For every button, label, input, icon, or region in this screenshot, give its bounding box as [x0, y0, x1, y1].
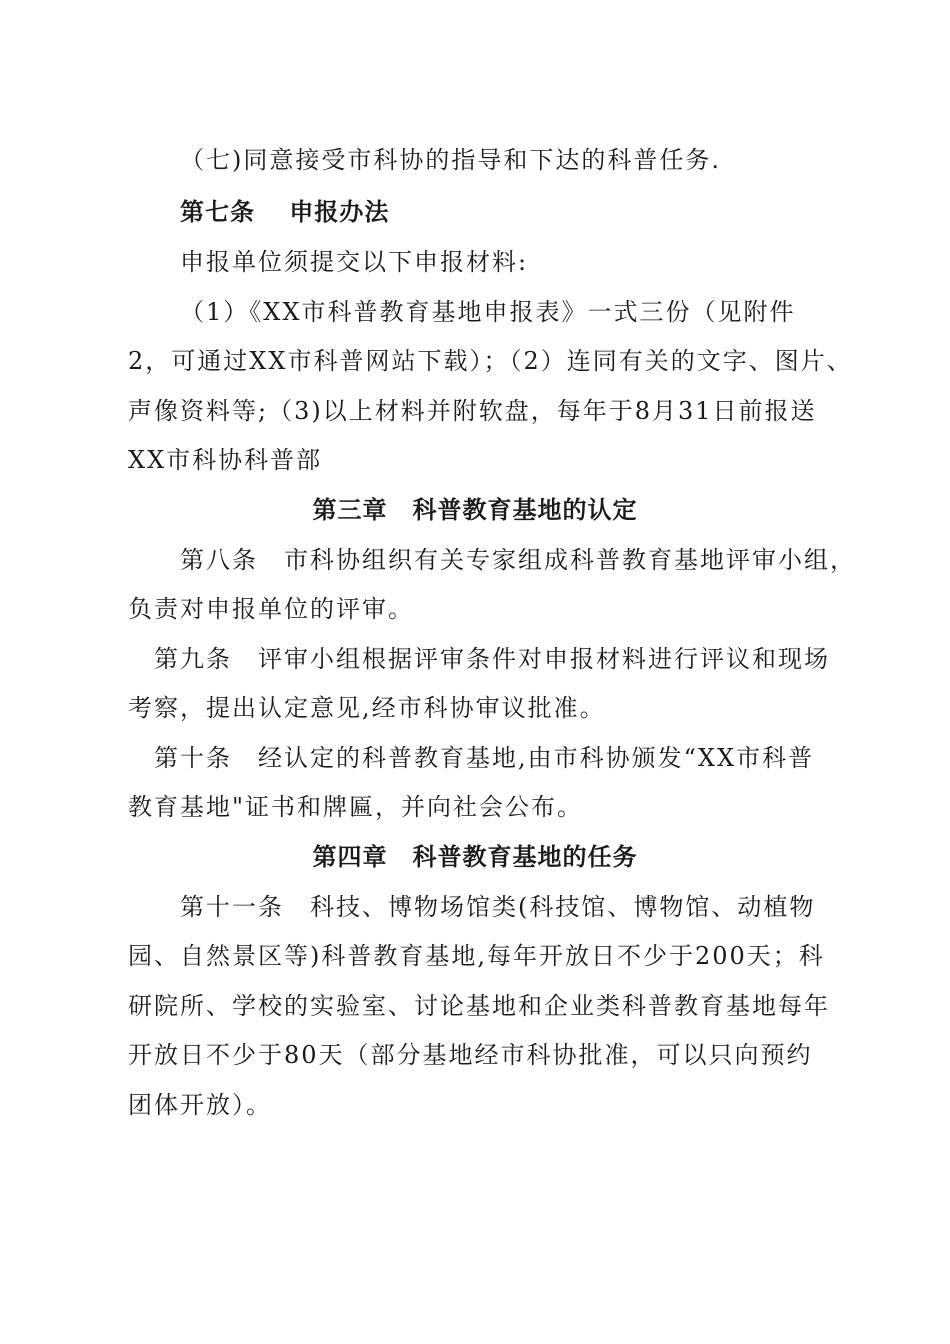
article-7-heading: 第七条 申报办法	[180, 198, 390, 226]
article-9-line-1: 第九条 评审小组根据评审条件对申报材料进行评议和现场	[154, 645, 830, 673]
article-7-materials-line-2: 2，可通过XX市科普网站下载）；（2）连同有关的文字、图片、	[128, 347, 853, 375]
article-11-line-2: 园、自然景区等)科普教育基地,每年开放日不少于200天；科	[128, 942, 825, 970]
article-11-line-3: 研院所、学校的实验室、讨论基地和企业类科普教育基地每年	[128, 992, 830, 1020]
article-8-line-1: 第八条 市科协组织有关专家组成科普教育基地评审小组，	[180, 546, 856, 574]
article-7-materials-line-4: XX市科协科普部	[128, 446, 323, 474]
clause-item-7: （七)同意接受市科协的指导和下达的科普任务.	[180, 146, 721, 174]
article-10-line-1: 第十条 经认定的科普教育基地,由市科协颁发“XX市科普	[154, 744, 815, 772]
chapter-3-heading: 第三章 科普教育基地的认定	[312, 496, 638, 524]
article-9-line-2: 考察，提出认定意见,经市科协审议批准。	[128, 694, 606, 722]
article-11-line-4: 开放日不少于80天（部分基地经市科协批准，可以只向预约	[128, 1041, 813, 1069]
article-7-materials-line-3: 声像资料等;（3)以上材料并附软盘，每年于8月31日前报送	[128, 397, 817, 425]
article-8-line-2: 负责对申报单位的评审。	[128, 595, 414, 623]
article-11-line-1: 第十一条 科技、博物场馆类(科技馆、博物馆、动植物	[180, 893, 816, 921]
article-10-line-2: 教育基地"证书和牌匾，并向社会公布。	[128, 793, 584, 821]
article-7-materials-line-1: （1）《XX市科普教育基地申报表》一式三份（见附件	[180, 298, 796, 326]
chapter-4-heading: 第四章 科普教育基地的任务	[312, 843, 638, 871]
article-11-line-5: 团体开放）。	[128, 1091, 272, 1119]
article-7-intro: 申报单位须提交以下申报材料:	[180, 248, 529, 276]
